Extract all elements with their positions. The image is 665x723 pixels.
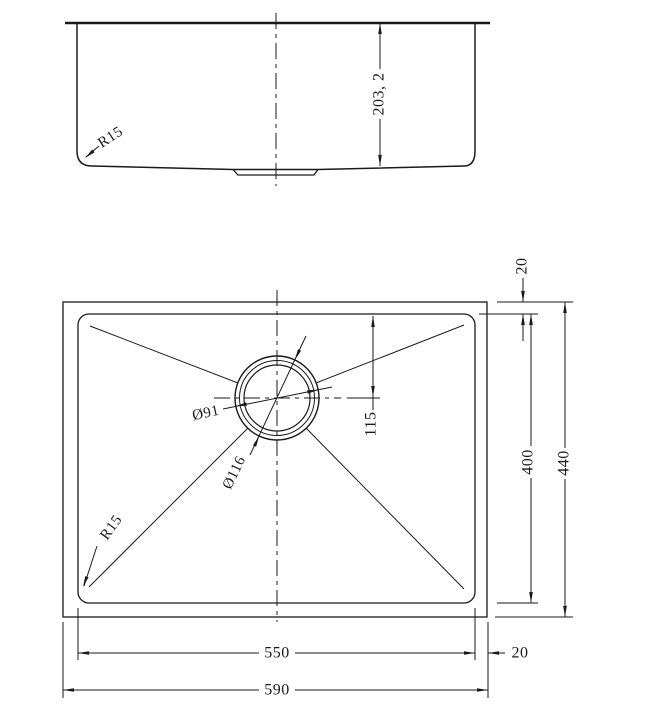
dim-plan-radius-label: R15 xyxy=(97,512,126,544)
arrowhead xyxy=(529,314,533,325)
arrowhead xyxy=(378,23,382,34)
dim-front-radius-label: R15 xyxy=(95,123,127,152)
rim-top-offset-dimension xyxy=(521,278,525,341)
arrowhead xyxy=(378,155,382,166)
front-radius-leader xyxy=(85,146,99,158)
dim-outer-height-label: 440 xyxy=(555,450,573,476)
plan-outer-rect xyxy=(63,302,487,617)
plan-view xyxy=(63,258,573,699)
arrowhead xyxy=(83,576,89,587)
arrowhead xyxy=(85,150,95,159)
front-view xyxy=(65,13,490,186)
arrowhead xyxy=(371,316,375,327)
dim-inner-width-label: 550 xyxy=(264,644,290,662)
arrowhead xyxy=(563,302,567,313)
rim-right-offset-dimension xyxy=(488,651,505,655)
arrowhead xyxy=(521,314,525,325)
drain-offset-dimension xyxy=(347,316,380,410)
arrowhead xyxy=(236,402,247,406)
dim-rim-right-offset-label: 20 xyxy=(511,644,529,662)
arrowhead xyxy=(464,651,475,655)
dim-drain-offset-label: 115 xyxy=(362,411,380,437)
arrowhead xyxy=(477,688,488,692)
arrowhead xyxy=(563,606,567,617)
dim-inner-height-label: 400 xyxy=(519,449,537,475)
arrowhead xyxy=(78,651,89,655)
arrowhead xyxy=(63,688,74,692)
arrowhead xyxy=(488,651,499,655)
arrowhead xyxy=(529,592,533,603)
arrowhead xyxy=(521,291,525,302)
dim-drain-flange-label: Ø116 xyxy=(219,453,250,492)
arrowhead xyxy=(371,386,375,397)
dim-outer-width-label: 590 xyxy=(264,681,290,699)
arrowhead xyxy=(307,390,318,394)
dim-front-depth-label: 203, 2 xyxy=(370,72,388,116)
dim-drain-hole-label: Ø91 xyxy=(190,402,221,425)
arrowhead xyxy=(295,349,301,360)
arrowhead xyxy=(253,436,259,447)
drain-flange-dimension xyxy=(250,336,306,455)
dim-rim-top-offset-label: 20 xyxy=(513,257,531,275)
